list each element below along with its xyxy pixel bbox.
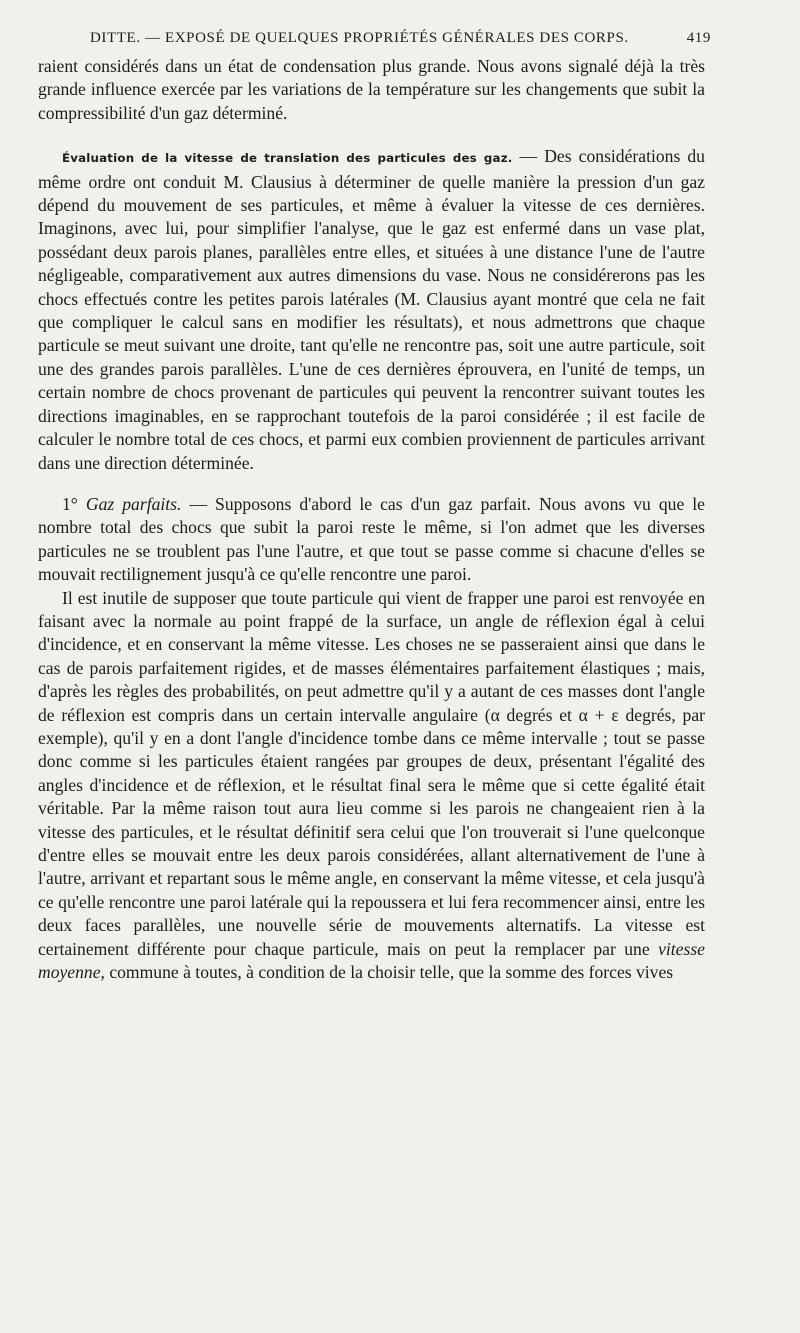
section-text: — Des considérations du même ordre ont conduit M. Clausius à déterminer de quelle manière la pression d'un gaz dépend du mouvement de ses particules, et même à évaluer la vitesse de ces dernières. Imaginons, avec lui, pour simplifier l'analyse, que le gaz est enfermé dans un vase plat, possédant deux parois planes, parallèles entre elles, et situées à une distance l'une de l'autre négligeable, comparativement aux autres dimensions du vase. Nous ne considérerons pas les chocs effectués contre les petites parois latérales (M. Clausius ayant montré que cela ne fait que compliquer le calcul sans en modifier les résultats), et nous admettrons que chaque particule se meut suivant une droite, tant qu'elle ne rencontre pas, soit une autre particule, soit une des grandes parois parallèles. L'une de ces dernières éprouvera, en l'unité de temps, un certain nombre de chocs provenant de particules qui peuvent la rencontrer suivant toutes les directions imaginables, en se rapprochant toutefois de la paroi considérée ; il est facile de calculer le nombre total de ces chocs, et parmi eux combien proviennent de particules arrivant dans une direction déterminée. bbox=[38, 146, 705, 473]
item-number: 1° bbox=[62, 493, 78, 514]
section-heading: Évaluation de la vitesse de translation des particules des gaz. bbox=[62, 151, 513, 166]
paragraph-intro: raient considérés dans un état de condensation plus grande. Nous avons signalé déjà la très grande influence exercée par les variations de la température sur les changements que subit la compressibilité d'un gaz déterminé. bbox=[38, 56, 705, 123]
paragraph-section bbox=[38, 145, 705, 475]
running-header bbox=[90, 30, 711, 47]
emphasis-vitesse-moyenne: vitesse moyenne, bbox=[38, 938, 705, 983]
header-title: DITTE. — EXPOSÉ DE QUELQUES PROPRIÉTÉS GÉNÉRALES DES CORPS. bbox=[90, 30, 629, 46]
paragraph-text-end: commune à toutes, à condition de la choisir telle, que la somme des forces vives bbox=[104, 962, 674, 983]
paragraph-gaz-parfaits bbox=[38, 493, 705, 587]
paragraph-text: Il est inutile de supposer que toute particule qui vient de frapper une paroi est renvoyée en faisant avec la normale au point frappé de la surface, un angle de réflexion égal à celui d'incidence, et en conservant la même vitesse. Les choses ne se passeraient ainsi que dans le cas de parois parfaitement rigides, et de masses élémentaires parfaitement élastiques ; mais, d'après les règles des probabilités, on peut admettre qu'il y a autant de ces masses dont l'angle de réflexion est compris dans un certain intervalle angulaire (α degrés et α + ε degrés, par exemple), qu'il y en a dont l'angle d'incidence tombe dans ce même intervalle ; tout se passe donc comme si les particules étaient rangées par groupes de deux, présentant l'égalité des angles d'incidence et de réflexion, et le résultat final sera le même que si cette égalité était véritable. Par la même raison tout aura lieu comme si les parois ne changeaient rien à la vitesse des particules, et le résultat définitif sera celui que l'on trouverait si l'une quelconque d'entre elles se mouvait entre les deux parois considérées, allant alternativement de l'une à l'autre, arrivant et repartant sous le même angle, en conservant la même vitesse, et cela jusqu'à ce qu'elle rencontre une paroi latérale qui la repoussera et lui fera recommencer ainsi, entre les deux faces parallèles, une nouvelle série de mouvements alternatifs. La vitesse est certainement différente pour chaque particule, mais on peut la remplacer par une bbox=[38, 587, 705, 959]
subsection-heading: Gaz parfaits. bbox=[85, 493, 182, 514]
paragraph-reflexion bbox=[38, 587, 705, 985]
subsection-text: — Supposons d'abord le cas d'un gaz parfait. Nous avons vu que le nombre total des chocs que subit la paroi reste le même, si l'on admet que les diverses particules ne se troublent pas l'une l'autre, et que tout se passe comme si chacune d'elles se mouvait rectilignement jusqu'à ce qu'elle rencontre une paroi. bbox=[38, 493, 705, 585]
page-number: 419 bbox=[686, 30, 711, 46]
